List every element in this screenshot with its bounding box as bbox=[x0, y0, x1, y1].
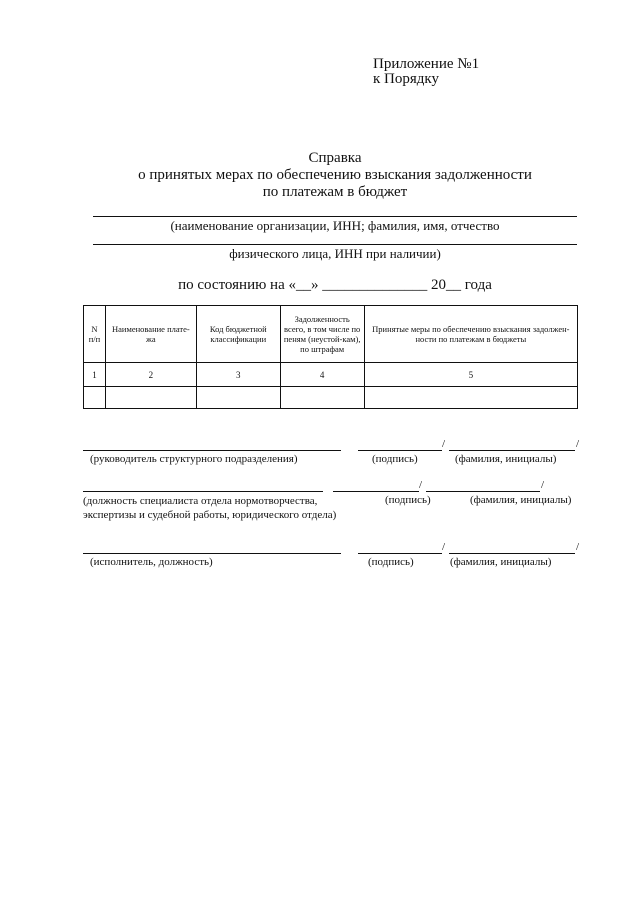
specialist-signature-line bbox=[83, 491, 323, 492]
slash-separator: / bbox=[442, 438, 446, 450]
table-cell[interactable] bbox=[364, 387, 577, 409]
name-line bbox=[449, 553, 575, 554]
header-number: N п/п bbox=[84, 306, 106, 363]
slash-separator: / bbox=[442, 541, 446, 553]
specialist-role-line-1: (должность специалиста отдела нормотворчества, bbox=[83, 495, 318, 507]
org-caption-2: физического лица, ИНН при наличии) bbox=[229, 246, 441, 261]
slash-separator: / bbox=[541, 479, 545, 491]
table-cell[interactable] bbox=[84, 387, 106, 409]
header-debt: Задолженность всего, в том числе по пеням (неустой-кам), по штрафам bbox=[280, 306, 364, 363]
executor-signature-line bbox=[83, 553, 341, 554]
col-number-4: 4 bbox=[280, 363, 364, 387]
signature-caption: (подпись) bbox=[368, 556, 414, 568]
measures-table bbox=[83, 305, 578, 409]
appendix-block bbox=[373, 57, 479, 87]
as-of-date: по состоянию на «__» ______________ 20__ года bbox=[178, 277, 492, 293]
table-header-row bbox=[84, 306, 578, 363]
signature-caption: (подпись) bbox=[385, 494, 431, 506]
name-caption: (фамилия, инициалы) bbox=[450, 556, 552, 568]
executor-role-caption: (исполнитель, должность) bbox=[90, 556, 213, 568]
col-number-5: 5 bbox=[364, 363, 577, 387]
document-title bbox=[100, 150, 570, 201]
org-name-line-2 bbox=[93, 244, 577, 245]
header-measures: Принятые меры по обеспечению взыскания задолжен-ности по платежам в бюджеты bbox=[364, 306, 577, 363]
slash-separator: / bbox=[576, 541, 580, 553]
header-budget-code: Код бюджетной классификации bbox=[196, 306, 280, 363]
slash-separator: / bbox=[576, 438, 580, 450]
name-caption: (фамилия, инициалы) bbox=[455, 453, 557, 465]
col-number-2: 2 bbox=[105, 363, 196, 387]
table-cell[interactable] bbox=[105, 387, 196, 409]
title-line-3: по платежам в бюджет bbox=[262, 184, 408, 200]
head-signature-line bbox=[83, 450, 341, 451]
table-cell[interactable] bbox=[280, 387, 364, 409]
col-number-3: 3 bbox=[196, 363, 280, 387]
name-caption: (фамилия, инициалы) bbox=[470, 494, 572, 506]
table-number-row bbox=[84, 363, 578, 387]
org-name-line bbox=[93, 216, 577, 217]
title-line-1: Справка bbox=[308, 150, 362, 166]
header-payment-name: Наименование плате-жа bbox=[105, 306, 196, 363]
col-number-1: 1 bbox=[84, 363, 106, 387]
org-caption-1: (наименование организации, ИНН; фамилия, имя, отчество bbox=[170, 218, 500, 233]
signature-line bbox=[358, 450, 442, 451]
head-role-caption: (руководитель структурного подразделения) bbox=[90, 453, 298, 465]
appendix-number: Приложение №1 bbox=[373, 56, 480, 72]
name-line bbox=[426, 491, 540, 492]
appendix-reference: к Порядку bbox=[373, 71, 439, 87]
title-line-2: о принятых мерах по обеспечению взыскания задолженности bbox=[138, 167, 532, 183]
signature-line bbox=[358, 553, 442, 554]
specialist-role-line-2: экспертизы и судебной работы, юридического отдела) bbox=[83, 509, 337, 521]
table-cell[interactable] bbox=[196, 387, 280, 409]
signature-line bbox=[333, 491, 419, 492]
specialist-role-caption bbox=[83, 494, 336, 522]
slash-separator: / bbox=[419, 479, 423, 491]
name-line bbox=[449, 450, 575, 451]
table-row bbox=[84, 387, 578, 409]
signature-caption: (подпись) bbox=[372, 453, 418, 465]
